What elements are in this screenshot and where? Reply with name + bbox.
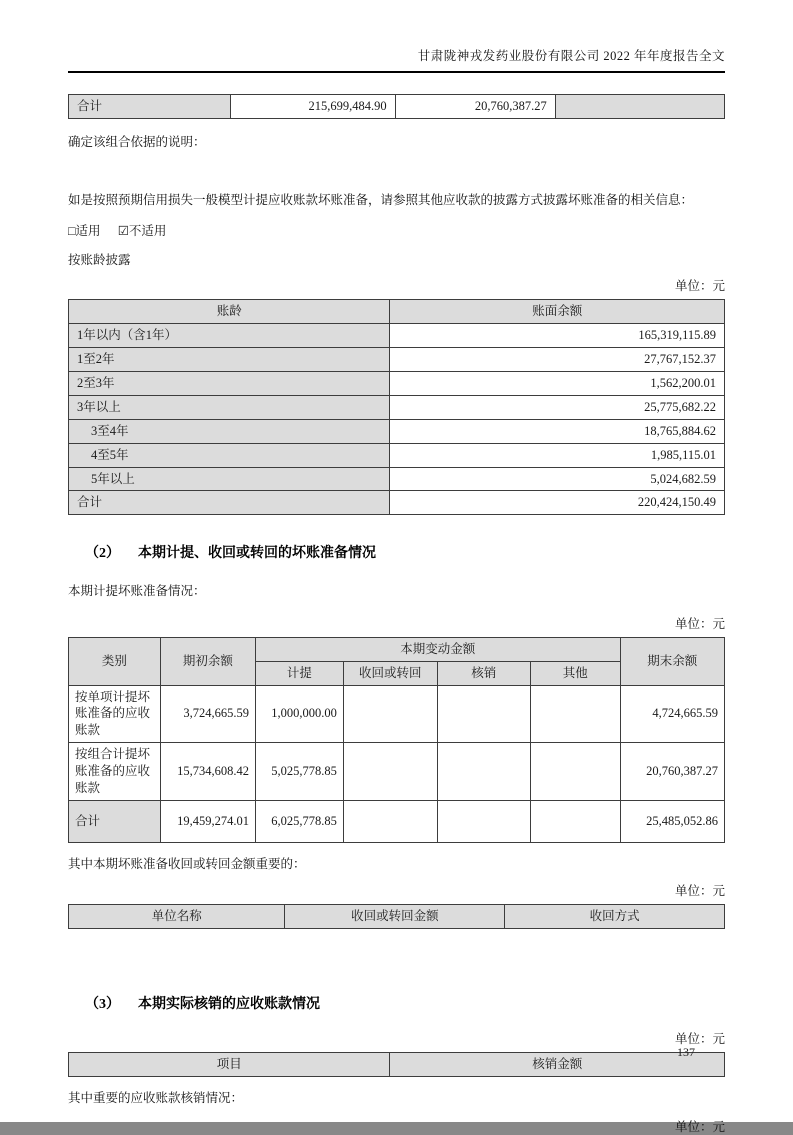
accrual-col-header: 计提 bbox=[255, 661, 343, 685]
section-3-title: 本期实际核销的应收账款情况 bbox=[138, 997, 320, 1013]
accrual-cell: 5,025,778.85 bbox=[255, 743, 343, 801]
table-header-row bbox=[69, 637, 725, 661]
table-row bbox=[69, 467, 725, 491]
aging-label: 4至5年 bbox=[69, 443, 390, 467]
aging-value: 18,765,884.62 bbox=[390, 419, 725, 443]
other-cell bbox=[530, 685, 620, 743]
accrual-cell: 6,025,778.85 bbox=[255, 800, 343, 842]
aging-label: 2至3年 bbox=[69, 372, 390, 396]
item-col-header: 项目 bbox=[69, 1053, 390, 1077]
applicability-line bbox=[68, 221, 725, 239]
table-header-row bbox=[69, 1053, 725, 1077]
beginning-balance-cell: 19,459,274.01 bbox=[160, 800, 255, 842]
aging-col-header: 账龄 bbox=[69, 300, 390, 324]
aging-disclosure-label: 按账龄披露 bbox=[68, 252, 131, 267]
table-row bbox=[69, 743, 725, 801]
ending-balance-cell: 25,485,052.86 bbox=[620, 800, 724, 842]
writeoff-amount-col-header: 核销金额 bbox=[390, 1053, 725, 1077]
writeoff-cell bbox=[437, 743, 530, 801]
summary-total-empty-cell bbox=[555, 95, 724, 119]
summary-total-value-1: 215,699,484.90 bbox=[231, 95, 396, 119]
balance-col-header: 账面余额 bbox=[390, 300, 725, 324]
table-row bbox=[69, 372, 725, 396]
table-row bbox=[69, 348, 725, 372]
recovery-col-header: 收回或转回 bbox=[343, 661, 437, 685]
table-row bbox=[69, 491, 725, 515]
recovery-cell bbox=[343, 685, 437, 743]
aging-label: 3至4年 bbox=[69, 419, 390, 443]
report-header-title: 甘肃陇神戎发药业股份有限公司 2022 年年度报告全文 bbox=[417, 49, 725, 63]
other-cell bbox=[530, 743, 620, 801]
summary-total-label: 合计 bbox=[69, 95, 231, 119]
current-change-group-header: 本期变动金额 bbox=[255, 637, 620, 661]
table-row bbox=[69, 685, 725, 743]
unit-label: 单位：元 bbox=[674, 1119, 725, 1134]
writeoff-note: 其中重要的应收账款核销情况： bbox=[68, 1091, 244, 1105]
category-cell: 合计 bbox=[69, 800, 161, 842]
bad-debt-provision-table bbox=[68, 637, 725, 843]
summary-total-table bbox=[68, 94, 725, 119]
table-row bbox=[69, 419, 725, 443]
aging-value: 220,424,150.49 bbox=[390, 491, 725, 515]
table-row bbox=[69, 443, 725, 467]
aging-table bbox=[68, 299, 725, 515]
section-2-heading bbox=[68, 542, 725, 562]
recovery-cell bbox=[343, 800, 437, 842]
ending-balance-cell: 4,724,665.59 bbox=[620, 685, 724, 743]
aging-label: 5年以上 bbox=[69, 467, 390, 491]
aging-value: 5,024,682.59 bbox=[390, 467, 725, 491]
section-2-title: 本期计提、收回或转回的坏账准备情况 bbox=[138, 546, 376, 562]
aging-value: 1,562,200.01 bbox=[390, 372, 725, 396]
not-applicable-checkbox: ☑不适用 bbox=[117, 223, 167, 238]
recovery-table bbox=[68, 904, 725, 929]
accrual-cell: 1,000,000.00 bbox=[255, 685, 343, 743]
recovery-method-col-header: 收回方式 bbox=[505, 905, 725, 929]
aging-value: 27,767,152.37 bbox=[390, 348, 725, 372]
writeoff-col-header: 核销 bbox=[437, 661, 530, 685]
section-3-heading bbox=[68, 993, 725, 1013]
aging-value: 165,319,115.89 bbox=[390, 324, 725, 348]
category-cell: 按组合计提坏账准备的应收账款 bbox=[69, 743, 161, 801]
ecl-note: 如是按照预期信用损失一般模型计提应收账款坏账准备，请参照其他应收款的披露方式披露坏账准备的相关信息： bbox=[68, 193, 694, 208]
table-row bbox=[69, 95, 725, 119]
other-cell bbox=[530, 800, 620, 842]
section-3-number: （3） bbox=[85, 997, 120, 1013]
basis-note: 确定该组合依据的说明： bbox=[68, 134, 206, 149]
table-row bbox=[69, 800, 725, 842]
table-header-row bbox=[69, 300, 725, 324]
applicable-checkbox: □适用 bbox=[68, 223, 101, 238]
unit-label: 单位：元 bbox=[674, 1032, 725, 1047]
other-col-header: 其他 bbox=[530, 661, 620, 685]
aging-label: 1至2年 bbox=[69, 348, 390, 372]
aging-value: 1,985,115.01 bbox=[390, 443, 725, 467]
unit-label: 单位：元 bbox=[674, 884, 725, 899]
aging-value: 25,775,682.22 bbox=[390, 395, 725, 419]
section-2-number: （2） bbox=[85, 546, 120, 562]
entity-name-col-header: 单位名称 bbox=[69, 905, 285, 929]
section-2-intro: 本期计提坏账准备情况： bbox=[68, 584, 206, 599]
unit-label: 单位：元 bbox=[674, 616, 725, 631]
writeoff-cell bbox=[437, 800, 530, 842]
recovery-cell bbox=[343, 743, 437, 801]
ending-balance-cell: 20,760,387.27 bbox=[620, 743, 724, 801]
aging-label: 合计 bbox=[69, 491, 390, 515]
writeoff-table bbox=[68, 1052, 725, 1077]
table-row bbox=[69, 324, 725, 348]
page-number: 137 bbox=[677, 1045, 695, 1059]
header-divider bbox=[68, 71, 725, 73]
category-col-header: 类别 bbox=[69, 637, 161, 685]
recovery-amount-col-header: 收回或转回金额 bbox=[285, 905, 505, 929]
aging-label: 3年以上 bbox=[69, 395, 390, 419]
category-cell: 按单项计提坏账准备的应收账款 bbox=[69, 685, 161, 743]
ending-balance-col-header: 期末余额 bbox=[620, 637, 724, 685]
beginning-balance-col-header: 期初余额 bbox=[160, 637, 255, 685]
beginning-balance-cell: 3,724,665.59 bbox=[160, 685, 255, 743]
beginning-balance-cell: 15,734,608.42 bbox=[160, 743, 255, 801]
summary-total-value-2: 20,760,387.27 bbox=[395, 95, 555, 119]
recovery-note: 其中本期坏账准备收回或转回金额重要的： bbox=[68, 856, 306, 871]
writeoff-cell bbox=[437, 685, 530, 743]
table-header-row bbox=[69, 905, 725, 929]
unit-label: 单位：元 bbox=[674, 279, 725, 294]
table-row bbox=[69, 395, 725, 419]
aging-label: 1年以内（含1年） bbox=[69, 324, 390, 348]
